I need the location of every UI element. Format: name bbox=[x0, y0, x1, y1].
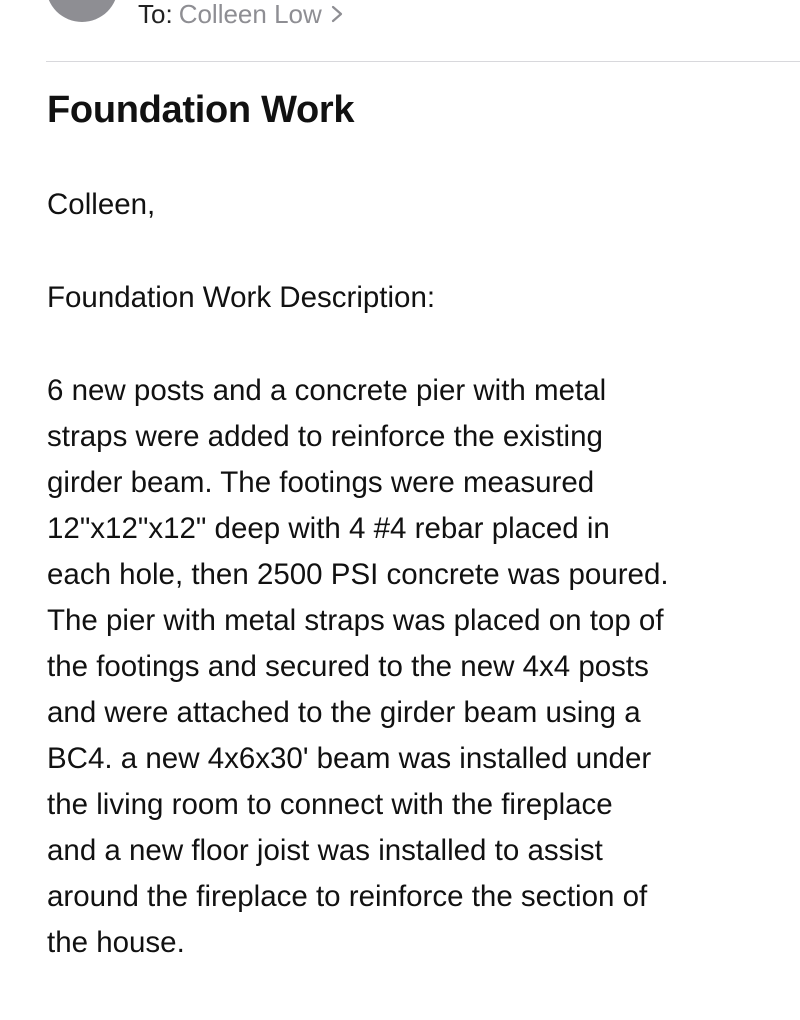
recipient-row[interactable] bbox=[138, 0, 344, 32]
body-line: around the fireplace to reinforce the section of bbox=[47, 880, 648, 913]
header-divider bbox=[46, 61, 800, 62]
chevron-right-icon[interactable] bbox=[330, 0, 344, 41]
body-line: The pier with metal straps was placed on top of bbox=[47, 604, 664, 637]
email-subject: Foundation Work bbox=[47, 89, 355, 131]
body-line: and were attached to the girder beam using a bbox=[47, 696, 641, 729]
body-line: 12"x12"x12" deep with 4 #4 rebar placed in bbox=[47, 512, 610, 545]
body-line: 6 new posts and a concrete pier with metal bbox=[47, 374, 607, 407]
sender-avatar[interactable] bbox=[46, 0, 118, 22]
body-line: straps were added to reinforce the existing bbox=[47, 420, 603, 453]
body-line: each hole, then 2500 PSI concrete was poured. bbox=[47, 558, 669, 591]
body-line: the house. bbox=[47, 926, 185, 959]
email-body-paragraph bbox=[47, 368, 767, 966]
email-greeting: Colleen, bbox=[47, 188, 156, 221]
body-line: the footings and secured to the new 4x4 posts bbox=[47, 650, 649, 683]
to-label: To: bbox=[138, 0, 173, 29]
body-line: girder beam. The footings were measured bbox=[47, 466, 595, 499]
body-line: BC4. a new 4x6x30' beam was installed under bbox=[47, 742, 652, 775]
description-heading: Foundation Work Description: bbox=[47, 281, 436, 314]
body-line: the living room to connect with the fireplace bbox=[47, 788, 613, 821]
email-header bbox=[0, 0, 800, 62]
body-line: and a new floor joist was installed to assist bbox=[47, 834, 603, 867]
recipient-name[interactable]: Colleen Low bbox=[178, 0, 322, 29]
